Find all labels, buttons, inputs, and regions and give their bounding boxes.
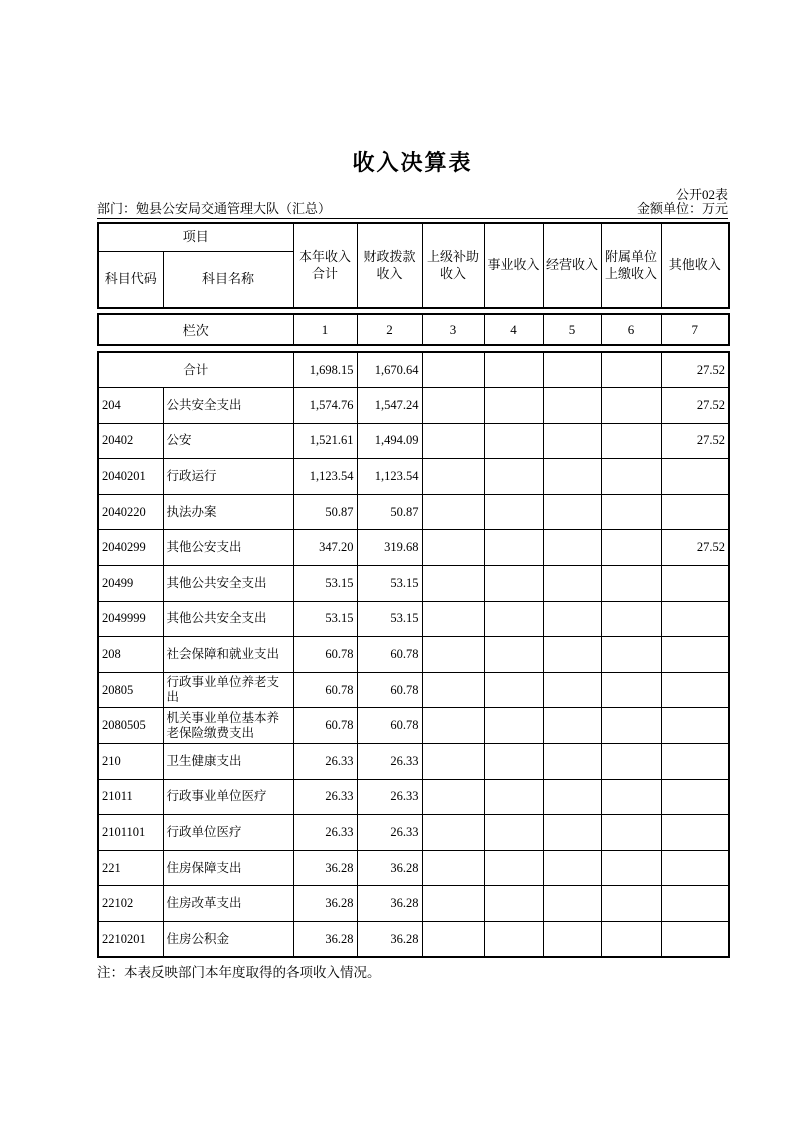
value-cell: 36.28 <box>357 886 422 922</box>
value-cell <box>484 779 543 815</box>
column-number-cell: 7 <box>661 314 729 345</box>
value-cell <box>422 779 484 815</box>
table-row <box>98 566 729 602</box>
value-cell: 347.20 <box>293 530 357 566</box>
column-index-row <box>97 313 730 346</box>
value-cell <box>601 708 661 744</box>
value-cell <box>422 459 484 495</box>
value-cell: 53.15 <box>293 566 357 602</box>
value-cell <box>484 672 543 708</box>
value-cell <box>601 922 661 958</box>
value-cell: 53.15 <box>293 601 357 637</box>
table-row <box>98 744 729 780</box>
value-cell: 26.33 <box>357 779 422 815</box>
col-header-other-income: 其他收入 <box>661 223 729 308</box>
value-cell <box>543 708 601 744</box>
column-number-cell: 2 <box>357 314 422 345</box>
value-cell: 27.52 <box>661 530 729 566</box>
value-cell <box>484 744 543 780</box>
value-cell: 60.78 <box>357 708 422 744</box>
table-row <box>98 886 729 922</box>
subject-name-cell: 卫生健康支出 <box>163 744 293 780</box>
subject-name-cell: 机关事业单位基本养老保险缴费支出 <box>163 708 293 744</box>
subject-code-cell: 20499 <box>98 566 163 602</box>
value-cell: 27.52 <box>661 388 729 424</box>
value-cell <box>422 886 484 922</box>
value-cell <box>422 672 484 708</box>
subject-code-cell: 2101101 <box>98 815 163 851</box>
subject-name-cell: 其他公共安全支出 <box>163 601 293 637</box>
subject-code-cell: 22102 <box>98 886 163 922</box>
table-row <box>98 601 729 637</box>
value-cell: 50.87 <box>293 494 357 530</box>
unit-label: 金额单位：万元 <box>636 201 728 216</box>
value-cell <box>661 459 729 495</box>
value-cell <box>661 886 729 922</box>
value-cell: 36.28 <box>357 850 422 886</box>
value-cell <box>661 815 729 851</box>
value-cell: 60.78 <box>293 637 357 673</box>
value-cell <box>484 530 543 566</box>
value-cell <box>484 459 543 495</box>
table-row <box>98 459 729 495</box>
value-cell <box>601 494 661 530</box>
value-cell <box>543 886 601 922</box>
subject-code-cell: 20805 <box>98 672 163 708</box>
value-cell: 53.15 <box>357 566 422 602</box>
value-cell: 27.52 <box>661 352 729 388</box>
column-number-cell: 5 <box>543 314 601 345</box>
table-header <box>97 222 730 309</box>
value-cell <box>601 352 661 388</box>
value-cell <box>484 922 543 958</box>
table-row <box>98 922 729 958</box>
value-cell <box>661 779 729 815</box>
value-cell <box>601 388 661 424</box>
subject-code-cell: 210 <box>98 744 163 780</box>
subject-code-cell: 221 <box>98 850 163 886</box>
table-row <box>98 672 729 708</box>
value-cell <box>422 922 484 958</box>
table-row <box>98 530 729 566</box>
table-body <box>98 352 729 957</box>
value-cell <box>543 388 601 424</box>
value-cell <box>543 423 601 459</box>
value-cell <box>601 744 661 780</box>
value-cell <box>484 850 543 886</box>
project-header-cell: 项目 <box>98 223 293 251</box>
value-cell <box>543 530 601 566</box>
lanci-label-cell: 栏次 <box>98 314 293 345</box>
value-cell <box>484 637 543 673</box>
value-cell <box>543 850 601 886</box>
table-row <box>98 637 729 673</box>
subject-name-cell: 行政事业单位养老支出 <box>163 672 293 708</box>
value-cell: 1,123.54 <box>357 459 422 495</box>
subject-code-cell: 2210201 <box>98 922 163 958</box>
table-number: 公开02表 <box>675 187 728 202</box>
value-cell: 1,494.09 <box>357 423 422 459</box>
value-cell <box>484 601 543 637</box>
subject-code-cell: 208 <box>98 637 163 673</box>
value-cell <box>543 922 601 958</box>
value-cell <box>543 815 601 851</box>
value-cell <box>543 637 601 673</box>
value-cell <box>422 744 484 780</box>
value-cell: 60.78 <box>293 708 357 744</box>
value-cell: 60.78 <box>357 672 422 708</box>
value-cell <box>422 637 484 673</box>
subject-code-cell: 20402 <box>98 423 163 459</box>
value-cell: 26.33 <box>293 815 357 851</box>
col-header-total-income: 本年收入合计 <box>293 223 357 308</box>
value-cell <box>661 922 729 958</box>
value-cell <box>661 850 729 886</box>
subject-name-cell: 行政运行 <box>163 459 293 495</box>
value-cell <box>484 494 543 530</box>
subject-code-cell: 2040220 <box>98 494 163 530</box>
value-cell: 36.28 <box>357 922 422 958</box>
value-cell <box>601 850 661 886</box>
value-cell <box>422 423 484 459</box>
value-cell <box>484 886 543 922</box>
value-cell <box>661 494 729 530</box>
value-cell: 36.28 <box>293 922 357 958</box>
col-header-superior-subsidy: 上级补助收入 <box>422 223 484 308</box>
subject-name-cell: 行政单位医疗 <box>163 815 293 851</box>
subject-code-cell: 21011 <box>98 779 163 815</box>
table-row <box>98 423 729 459</box>
subject-name-cell: 公共安全支出 <box>163 388 293 424</box>
value-cell <box>484 566 543 602</box>
value-cell <box>601 566 661 602</box>
value-cell <box>422 601 484 637</box>
value-cell: 1,123.54 <box>293 459 357 495</box>
value-cell <box>422 352 484 388</box>
value-cell: 1,547.24 <box>357 388 422 424</box>
value-cell <box>543 494 601 530</box>
value-cell: 60.78 <box>293 672 357 708</box>
subject-name-header-cell: 科目名称 <box>163 251 293 308</box>
value-cell <box>543 459 601 495</box>
value-cell: 1,670.64 <box>357 352 422 388</box>
value-cell <box>601 459 661 495</box>
subject-name-cell: 行政事业单位医疗 <box>163 779 293 815</box>
header-row-project <box>98 223 729 251</box>
column-index-tr <box>98 314 729 345</box>
subject-code-cell: 204 <box>98 388 163 424</box>
value-cell <box>422 566 484 602</box>
table-row <box>98 779 729 815</box>
page-title: 收入决算表 <box>352 150 473 175</box>
table-row <box>98 815 729 851</box>
department-label: 部门：勉县公安局交通管理大队（汇总） <box>97 201 332 216</box>
value-cell <box>422 708 484 744</box>
value-cell: 1,698.15 <box>293 352 357 388</box>
value-cell: 60.78 <box>357 637 422 673</box>
value-cell <box>543 779 601 815</box>
col-header-fiscal-appropriation: 财政拨款收入 <box>357 223 422 308</box>
value-cell <box>601 637 661 673</box>
value-cell <box>601 530 661 566</box>
col-header-operating-income: 经营收入 <box>543 223 601 308</box>
column-number-cell: 3 <box>422 314 484 345</box>
col-header-business-income: 事业收入 <box>484 223 543 308</box>
value-cell <box>661 672 729 708</box>
value-cell <box>484 388 543 424</box>
subject-name-cell: 住房改革支出 <box>163 886 293 922</box>
value-cell <box>543 566 601 602</box>
value-cell <box>601 601 661 637</box>
subject-code-cell: 2080505 <box>98 708 163 744</box>
column-number-cell: 4 <box>484 314 543 345</box>
value-cell: 26.33 <box>357 815 422 851</box>
subject-name-cell: 住房保障支出 <box>163 850 293 886</box>
table-row <box>98 388 729 424</box>
value-cell <box>661 601 729 637</box>
column-number-cell: 1 <box>293 314 357 345</box>
subject-code-cell: 2049999 <box>98 601 163 637</box>
value-cell <box>484 423 543 459</box>
subject-name-cell: 其他公安支出 <box>163 530 293 566</box>
table-row <box>98 708 729 744</box>
value-cell <box>543 744 601 780</box>
table-row <box>98 494 729 530</box>
table-row <box>98 352 729 388</box>
value-cell <box>484 815 543 851</box>
total-label-cell: 合计 <box>98 352 293 388</box>
value-cell <box>661 637 729 673</box>
value-cell <box>484 708 543 744</box>
footnote: 注：本表反映部门本年度取得的各项收入情况。 <box>97 965 381 980</box>
col-header-affiliated-unit: 附属单位上缴收入 <box>601 223 661 308</box>
value-cell: 319.68 <box>357 530 422 566</box>
value-cell <box>601 423 661 459</box>
value-cell <box>661 566 729 602</box>
value-cell: 1,521.61 <box>293 423 357 459</box>
value-cell <box>601 672 661 708</box>
value-cell <box>422 815 484 851</box>
value-cell <box>661 744 729 780</box>
value-cell <box>422 850 484 886</box>
value-cell: 26.33 <box>293 779 357 815</box>
value-cell: 36.28 <box>293 850 357 886</box>
value-cell <box>601 779 661 815</box>
value-cell <box>601 815 661 851</box>
subject-name-cell: 其他公共安全支出 <box>163 566 293 602</box>
column-number-cell: 6 <box>601 314 661 345</box>
subject-code-cell: 2040299 <box>98 530 163 566</box>
value-cell <box>543 601 601 637</box>
subject-name-cell: 住房公积金 <box>163 922 293 958</box>
value-cell <box>422 530 484 566</box>
value-cell <box>484 352 543 388</box>
value-cell <box>601 886 661 922</box>
value-cell <box>422 494 484 530</box>
subject-name-cell: 社会保障和就业支出 <box>163 637 293 673</box>
subject-code-header-cell: 科目代码 <box>98 251 163 308</box>
subject-name-cell: 公安 <box>163 423 293 459</box>
meta-row <box>97 201 728 219</box>
table-row <box>98 850 729 886</box>
value-cell <box>422 388 484 424</box>
data-table <box>97 351 730 958</box>
subject-name-cell: 执法办案 <box>163 494 293 530</box>
value-cell <box>661 708 729 744</box>
value-cell: 1,574.76 <box>293 388 357 424</box>
value-cell: 27.52 <box>661 423 729 459</box>
value-cell: 26.33 <box>293 744 357 780</box>
value-cell: 36.28 <box>293 886 357 922</box>
subject-code-cell: 2040201 <box>98 459 163 495</box>
value-cell <box>543 672 601 708</box>
value-cell: 26.33 <box>357 744 422 780</box>
value-cell: 50.87 <box>357 494 422 530</box>
value-cell: 53.15 <box>357 601 422 637</box>
value-cell <box>543 352 601 388</box>
